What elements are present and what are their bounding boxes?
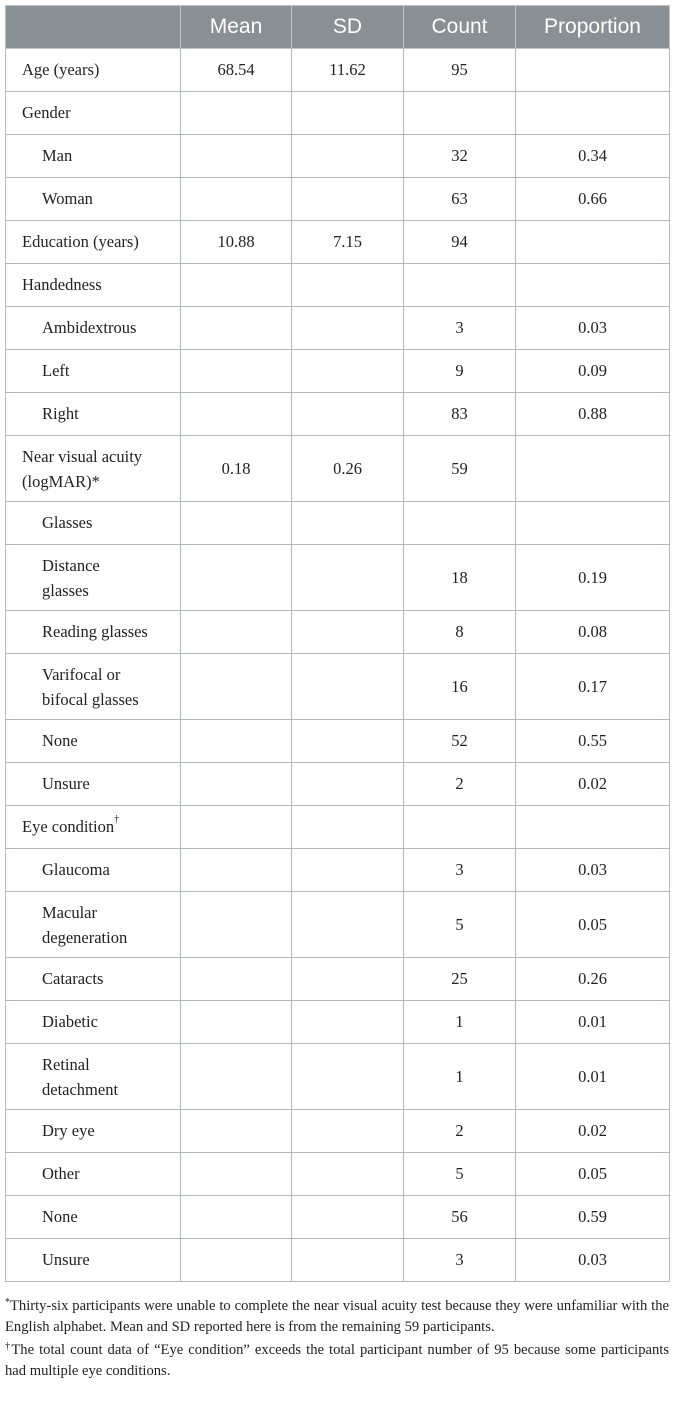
row-label: Reading glasses [42,622,148,641]
row-label-line: (logMAR)* [22,471,100,491]
mean-cell [181,502,292,545]
count-cell: 8 [404,611,516,654]
mean-cell [181,393,292,436]
mean-cell [181,611,292,654]
sd-cell [292,307,404,350]
proportion-cell: 0.19 [516,545,670,611]
count-cell: 95 [404,49,516,92]
footnotes [5,1296,669,1384]
mean-cell [181,806,292,849]
row-label-line: Macular [42,902,97,922]
row-label-cell [6,1153,181,1196]
sd-cell: 11.62 [292,49,404,92]
count-cell [404,806,516,849]
row-label-cell [6,135,181,178]
table-row [6,135,670,178]
sd-cell [292,1239,404,1282]
row-label-cell [6,1044,181,1110]
header-cell-count: Count [404,6,516,49]
sd-cell: 0.26 [292,436,404,502]
row-label-cell [6,849,181,892]
row-label-cell [6,92,181,135]
proportion-cell: 0.59 [516,1196,670,1239]
sd-cell [292,1044,404,1110]
table-row [6,958,670,1001]
mean-cell [181,720,292,763]
row-label: Cataracts [42,969,104,988]
row-label-cell [6,545,181,611]
row-label: Glaucoma [42,860,110,879]
footnote-text: The total count data of “Eye condition” exceeds the total participant number of 95 because some participants had multiple eye conditions. [5,1342,670,1379]
mean-cell [181,350,292,393]
mean-cell [181,307,292,350]
header-cell-proportion: Proportion [516,6,670,49]
proportion-cell [516,806,670,849]
row-label-line: Distance [42,555,100,575]
sd-cell [292,178,404,221]
row-label-cell [6,1239,181,1282]
count-cell: 3 [404,849,516,892]
row-label-cell [6,892,181,958]
mean-cell [181,892,292,958]
table-row [6,806,670,849]
sd-cell: 7.15 [292,221,404,264]
table-row [6,545,670,611]
table-row [6,350,670,393]
proportion-cell: 0.09 [516,350,670,393]
row-label-cell [6,654,181,720]
row-label: Handedness [22,275,102,294]
table-row [6,502,670,545]
count-cell: 5 [404,1153,516,1196]
row-label: Ambidextrous [42,318,137,337]
count-cell: 52 [404,720,516,763]
row-label-cell [6,502,181,545]
proportion-cell: 0.05 [516,1153,670,1196]
proportion-cell: 0.02 [516,1110,670,1153]
table-row [6,1044,670,1110]
mean-cell [181,178,292,221]
proportion-cell: 0.17 [516,654,670,720]
header-cell-sd: SD [292,6,404,49]
mean-cell: 0.18 [181,436,292,502]
row-label: Glasses [42,513,93,532]
row-label-line: degeneration [42,927,128,947]
footnote-dagger [5,1340,669,1381]
table-row [6,1001,670,1044]
proportion-cell: 0.34 [516,135,670,178]
count-cell: 56 [404,1196,516,1239]
row-label-cell [6,1196,181,1239]
mean-cell [181,1153,292,1196]
count-cell: 25 [404,958,516,1001]
row-label: Unsure [42,1250,90,1269]
mean-cell [181,1001,292,1044]
count-cell [404,502,516,545]
sd-cell [292,1110,404,1153]
row-label-cell [6,1001,181,1044]
proportion-cell [516,92,670,135]
row-label-cell [6,806,181,849]
table-row [6,264,670,307]
mean-cell: 10.88 [181,221,292,264]
table-row [6,1196,670,1239]
table-row [6,393,670,436]
count-cell: 3 [404,307,516,350]
sd-cell [292,958,404,1001]
mean-cell [181,1044,292,1110]
row-label-cell [6,221,181,264]
row-label-line: Near visual acuity [22,446,143,466]
count-cell: 18 [404,545,516,611]
footnote-asterisk [5,1296,669,1337]
count-cell: 2 [404,763,516,806]
sd-cell [292,545,404,611]
proportion-cell: 0.26 [516,958,670,1001]
row-label: None [42,1207,78,1226]
table-row [6,1239,670,1282]
table-row [6,1110,670,1153]
sd-cell [292,393,404,436]
mean-cell [181,545,292,611]
count-cell: 3 [404,1239,516,1282]
sd-cell [292,1196,404,1239]
proportion-cell: 0.88 [516,393,670,436]
sd-cell [292,611,404,654]
sd-cell [292,135,404,178]
sd-cell [292,1001,404,1044]
mean-cell [181,1196,292,1239]
footnote-marker: * [5,1297,10,1308]
proportion-cell [516,221,670,264]
count-cell: 5 [404,892,516,958]
row-label-line: detachment [42,1079,119,1099]
row-label: Eye condition [22,817,115,836]
row-label: Other [42,1164,80,1183]
count-cell: 83 [404,393,516,436]
row-label-cell [6,720,181,763]
table-row [6,611,670,654]
mean-cell [181,1110,292,1153]
table-row [6,436,670,502]
proportion-cell: 0.66 [516,178,670,221]
row-label-cell [6,611,181,654]
table-row [6,763,670,806]
sd-cell [292,720,404,763]
row-label-line: bifocal glasses [42,689,139,709]
row-label: Gender [22,103,71,122]
table-row [6,849,670,892]
row-label: Woman [42,189,93,208]
proportion-cell: 0.03 [516,1239,670,1282]
row-label-cell [6,1110,181,1153]
sd-cell [292,892,404,958]
table-row [6,92,670,135]
count-cell: 16 [404,654,516,720]
sd-cell [292,264,404,307]
mean-cell [181,264,292,307]
mean-cell [181,1239,292,1282]
row-label: Diabetic [42,1012,98,1031]
row-label: Age (years) [22,60,100,79]
proportion-cell: 0.01 [516,1044,670,1110]
count-cell: 2 [404,1110,516,1153]
row-label-line: glasses [42,580,89,600]
proportion-cell: 0.55 [516,720,670,763]
row-label-cell [6,178,181,221]
count-cell: 9 [404,350,516,393]
table-row [6,307,670,350]
demographics-table [5,5,670,1282]
row-label-cell [6,264,181,307]
table-row [6,178,670,221]
row-label: Man [42,146,73,165]
mean-cell [181,849,292,892]
header-cell-mean: Mean [181,6,292,49]
mean-cell [181,92,292,135]
count-cell: 1 [404,1044,516,1110]
count-cell [404,264,516,307]
table-row [6,1153,670,1196]
header-cell-label [6,6,181,49]
mean-cell [181,958,292,1001]
sd-cell [292,849,404,892]
row-label: Dry eye [42,1121,95,1140]
proportion-cell [516,49,670,92]
count-cell: 1 [404,1001,516,1044]
table-row [6,720,670,763]
row-label: None [42,731,78,750]
sd-cell [292,763,404,806]
row-label-cell [6,49,181,92]
row-label-cell [6,350,181,393]
count-cell: 59 [404,436,516,502]
proportion-cell: 0.03 [516,307,670,350]
sd-cell [292,92,404,135]
table-row [6,654,670,720]
proportion-cell: 0.02 [516,763,670,806]
mean-cell [181,654,292,720]
footnote-marker: † [5,1341,12,1352]
row-label-cell [6,763,181,806]
proportion-cell: 0.08 [516,611,670,654]
sd-cell [292,502,404,545]
count-cell: 94 [404,221,516,264]
proportion-cell: 0.03 [516,849,670,892]
sd-cell [292,350,404,393]
sd-cell [292,806,404,849]
count-cell: 32 [404,135,516,178]
table-row [6,49,670,92]
proportion-cell [516,502,670,545]
mean-cell [181,135,292,178]
proportion-cell [516,436,670,502]
footnote-marker: † [114,814,120,825]
count-cell [404,92,516,135]
row-label-cell [6,307,181,350]
row-label-line: Retinal [42,1054,90,1074]
proportion-cell [516,264,670,307]
proportion-cell: 0.05 [516,892,670,958]
sd-cell [292,1153,404,1196]
row-label-cell [6,436,181,502]
footnote-text: Thirty-six participants were unable to complete the near visual acuity test because they were unfamiliar with the English alphabet. Mean and SD reported here is from the remaining 59 participants. [5,1298,669,1335]
mean-cell: 68.54 [181,49,292,92]
table-row [6,221,670,264]
row-label: Education (years) [22,232,139,251]
table-body [6,49,670,1282]
count-cell: 63 [404,178,516,221]
row-label-line: Varifocal or [42,664,121,684]
mean-cell [181,763,292,806]
row-label: Left [42,361,70,380]
row-label: Unsure [42,774,90,793]
proportion-cell: 0.01 [516,1001,670,1044]
sd-cell [292,654,404,720]
row-label-cell [6,393,181,436]
row-label-cell [6,958,181,1001]
header-row [6,6,670,49]
table-row [6,892,670,958]
row-label: Right [42,404,79,423]
table-container [5,5,669,1282]
